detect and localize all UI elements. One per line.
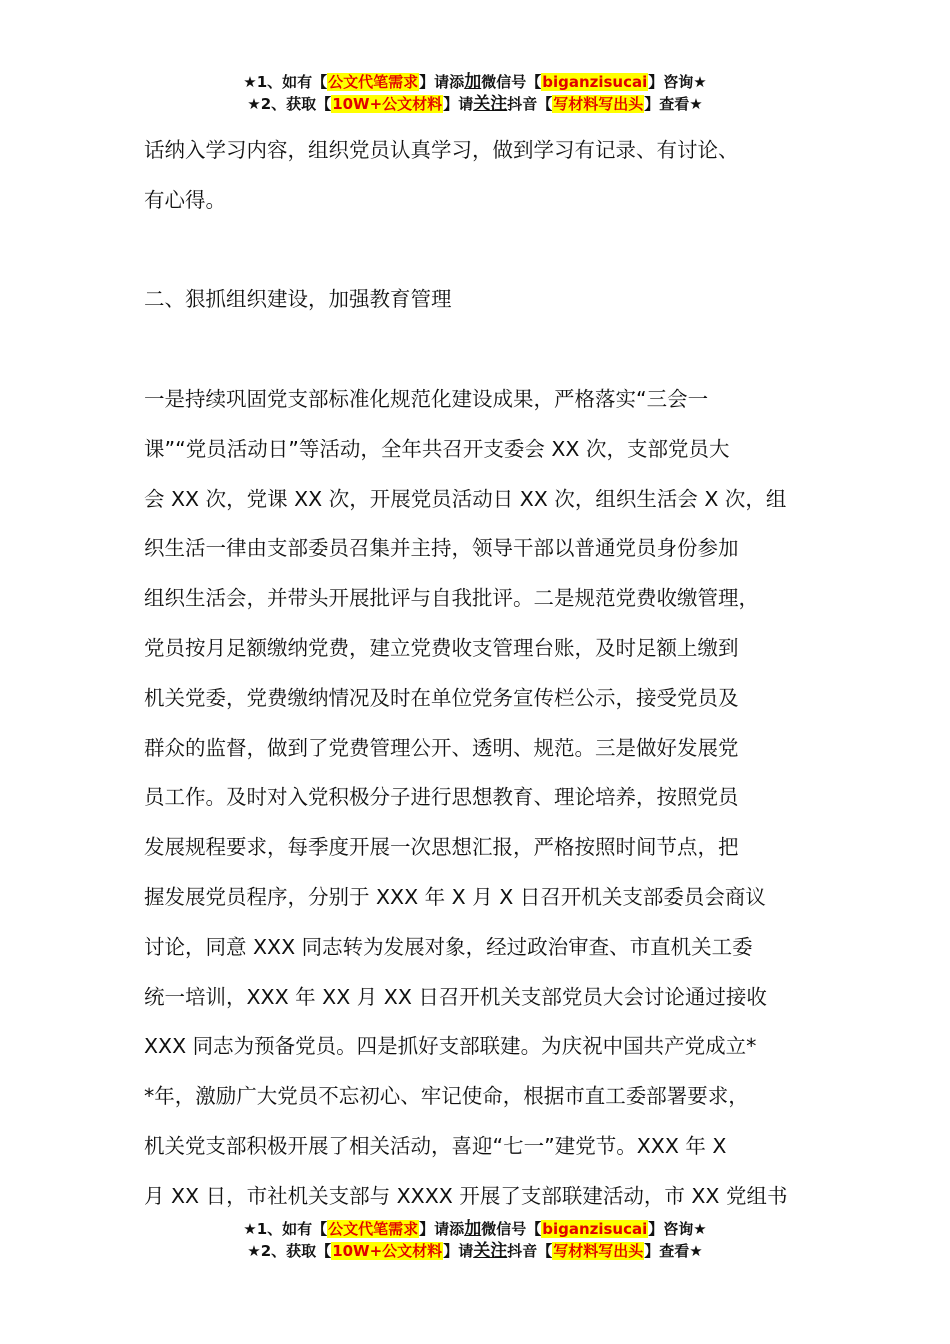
banner-text: 】请添 [419,73,465,91]
body-line: 机关党委，党费缴纳情况及时在单位党务宣传栏公示，接受党员及 [144,685,739,710]
banner-text: 】咨询★ [648,1220,707,1238]
banner-line-1 [0,71,950,93]
body-line: 话纳入学习内容，组织党员认真学习，做到学习有记录、有讨论、 [144,138,739,162]
body-line: XXX 同志为预备党员。四是抓好支部联建。为庆祝中国共产党成立* [144,1034,757,1059]
banner-text: ★2、获取【 [247,1242,332,1260]
banner-line-1 [0,1218,950,1240]
banner-text: ★2、获取【 [247,95,332,113]
body-line: 月 XX 日，市社机关支部与 XXXX 开展了支部联建活动，市 XX 党组书 [144,1183,788,1208]
body-line: 一是持续巩固党支部标准化规范化建设成果，严格落实“三会一 [144,386,709,411]
body-line: 组织生活会，并带头开展批评与自我批评。二是规范党费收缴管理， [144,586,759,611]
footer-banner [0,1218,950,1262]
body-line: 发展规程要求，每季度开展一次思想汇报，严格按照时间节点，把 [144,835,739,860]
banner-emphasis: 关注 [473,94,508,114]
banner-text: 】请 [443,1242,474,1260]
banner-text: 抖音【 [507,95,553,113]
banner-text: ★1、如有【 [243,1220,328,1238]
body-line: 会 XX 次，党课 XX 次，开展党员活动日 XX 次，组织生活会 X 次，组 [144,486,787,511]
banner-text: 】查看★ [644,95,703,113]
highlight-need: 公文代笔需求 [328,1220,419,1238]
banner-emphasis: 加 [464,72,482,92]
banner-text: 】请添 [419,1220,465,1238]
body-line: 统一培训，XXX 年 XX 月 XX 日召开机关支部党员大会讨论通过接收 [144,984,767,1009]
highlight-douyin: 写材料写出头 [553,1242,644,1260]
body-line: 织生活一律由支部委员召集并主持，领导干部以普通党员身份参加 [144,536,739,561]
banner-emphasis: 关注 [473,1241,508,1261]
body-line: *年，激励广大党员不忘初心、牢记使命，根据市直工委部署要求， [144,1084,749,1109]
body-line: 握发展党员程序，分别于 XXX 年 X 月 X 日召开机关支部委员会商议 [144,884,766,909]
banner-line-2 [0,1240,950,1262]
highlight-wechat-id: biganzisucai [542,73,648,91]
body-line: 讨论，同意 XXX 同志转为发展对象，经过政治审查、市直机关工委 [144,934,753,959]
banner-line-2 [0,93,950,115]
blank-line [144,325,834,375]
banner-text: ★1、如有【 [243,73,328,91]
document-body [144,126,834,1222]
banner-text: 】请 [443,95,474,113]
banner-emphasis: 加 [464,1219,482,1239]
blank-line [144,226,834,276]
banner-text: 抖音【 [507,1242,553,1260]
section-heading: 二、狠抓组织建设，加强教育管理 [144,287,452,312]
body-line: 群众的监督，做到了党费管理公开、透明、规范。三是做好发展党 [144,735,739,760]
body-line: 课”“党员活动日”等活动，全年共召开支委会 XX 次，支部党员大 [144,436,730,461]
banner-text: 】查看★ [644,1242,703,1260]
highlight-wechat-id: biganzisucai [542,1220,648,1238]
highlight-materials: 10W+公文材料 [332,1242,443,1260]
header-banner [0,71,950,115]
body-line: 有心得。 [144,187,226,212]
body-line: 员工作。及时对入党积极分子进行思想教育、理论培养，按照党员 [144,785,739,810]
banner-text: 微信号【 [481,73,542,91]
highlight-materials: 10W+公文材料 [332,95,443,113]
body-line: 党员按月足额缴纳党费，建立党费收支管理台账，及时足额上缴到 [144,635,739,660]
banner-text: 微信号【 [481,1220,542,1238]
banner-text: 】咨询★ [648,73,707,91]
highlight-need: 公文代笔需求 [328,73,419,91]
body-line: 机关党支部积极开展了相关活动，喜迎“七一”建党节。XXX 年 X [144,1133,727,1158]
highlight-douyin: 写材料写出头 [553,95,644,113]
